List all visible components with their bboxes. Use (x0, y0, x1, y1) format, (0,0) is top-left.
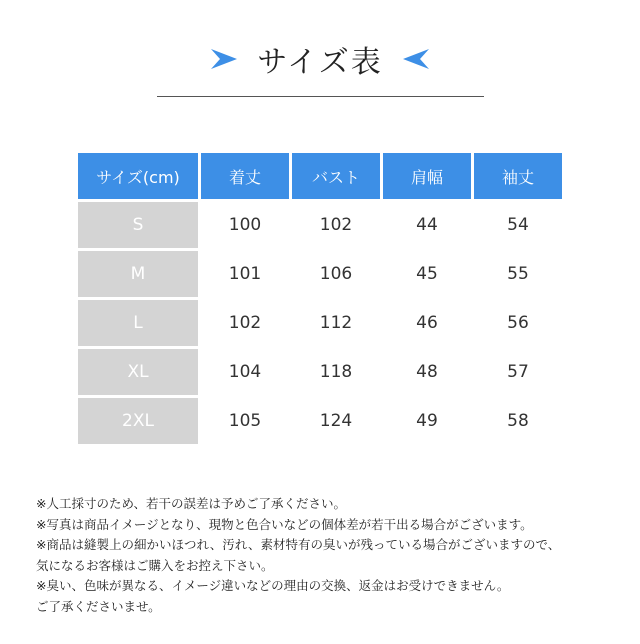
title-underline (157, 96, 484, 97)
table-cell: 44 (416, 215, 438, 235)
table-cell: 55 (507, 264, 529, 284)
title-row (0, 34, 640, 84)
table-cell: 45 (416, 264, 438, 284)
table-cell: 49 (416, 411, 438, 431)
table-cell: 100 (228, 215, 262, 235)
table-cell: 118 (319, 362, 353, 382)
header-length: 着丈 (201, 153, 289, 199)
row-size-label: XL (78, 349, 198, 395)
table-cell: 124 (319, 411, 353, 431)
table-cell: 101 (228, 264, 262, 284)
table-cell: 57 (507, 362, 529, 382)
page-title: サイズ表 (257, 45, 383, 80)
note-line: ※写真は商品イメージとなり、現物と色合いなどの個体差が若干出る場合がございます。 (36, 516, 533, 532)
row-size-label: M (78, 251, 198, 297)
table-cell: 56 (507, 313, 529, 333)
table-cell: 106 (319, 264, 353, 284)
table-cell: 54 (507, 215, 529, 235)
notes (36, 494, 616, 617)
table-cell: 102 (319, 215, 353, 235)
note-line: ※臭い、色味が異なる、イメージ違いなどの理由の交換、返金はお受けできません。 (36, 578, 510, 593)
note-line: ※商品は縫製上の細かいほつれ、汚れ、素材特有の臭いが残っている場合がございますので、 (36, 537, 561, 552)
table-cell: 102 (228, 313, 262, 333)
row-size-label: L (78, 300, 198, 346)
table-cell: 105 (228, 411, 262, 431)
chevron-left-icon (399, 47, 433, 71)
header-sleeve: 袖丈 (474, 153, 562, 199)
table-cell: 112 (319, 313, 353, 333)
size-table (78, 153, 562, 444)
chevron-right-icon (207, 47, 241, 71)
table-cell: 58 (507, 411, 529, 431)
note-line: 気になるお客様はご購入をお控え下さい。 (36, 557, 274, 573)
table-cell: 104 (228, 362, 262, 382)
table-cell: 48 (416, 362, 438, 382)
note-line: ※人工採寸のため、若干の誤差は予めご了承ください。 (36, 496, 346, 511)
header-size: サイズ(cm) (78, 153, 198, 199)
header-shoulder: 肩幅 (383, 153, 471, 199)
note-line: ご了承くださいませ。 (36, 598, 161, 614)
row-size-label: 2XL (78, 398, 198, 444)
row-size-label: S (78, 202, 198, 248)
header-bust: バスト (292, 153, 380, 199)
table-cell: 46 (416, 313, 438, 333)
